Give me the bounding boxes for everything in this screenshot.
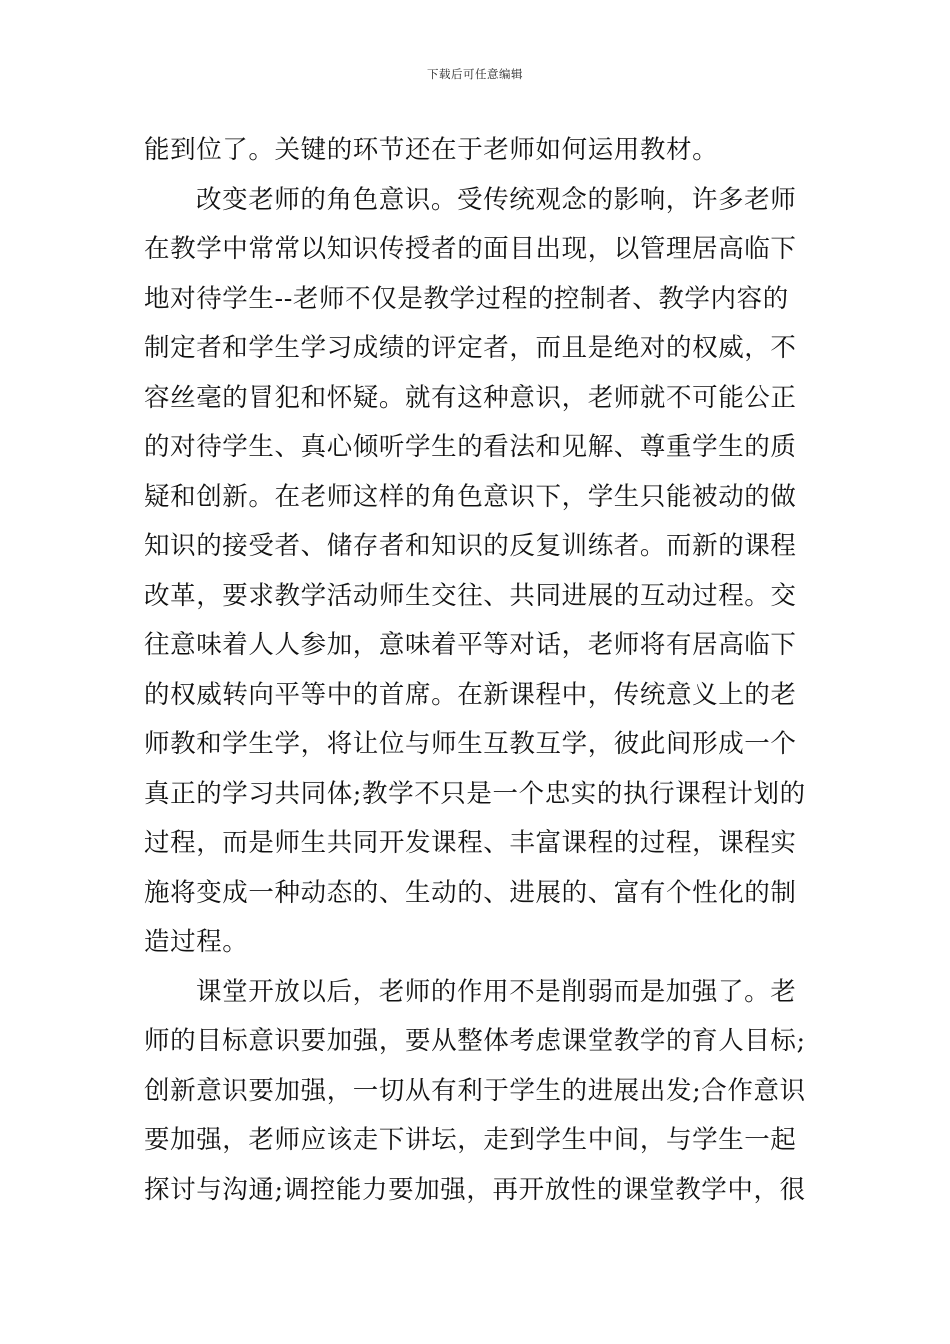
text-line: 改变老师的角色意识。受传统观念的影响，许多老师 [196,184,797,215]
document-body [144,126,810,1215]
text-line: 师教和学生学，将让位与师生互教互学，彼此间形成一个 [144,729,797,759]
text-line: 的权威转向平等中的首席。在新课程中，传统意义上的老 [144,679,797,710]
text-line: 过程，而是师生共同开发课程、丰富课程的过程，课程实 [144,828,797,858]
page-header: 下载后可任意编辑 [427,67,523,81]
text-line: 容丝毫的冒犯和怀疑。就有这种意识，老师就不可能公正 [144,382,797,413]
text-line: 探讨与沟通;调控能力要加强，再开放性的课堂教学中，很 [144,1174,806,1205]
text-line: 往意味着人人参加，意味着平等对话，老师将有居高临下 [144,630,797,660]
text-line: 创新意识要加强，一切从有利于学生的进展出发;合作意识 [144,1075,806,1106]
text-line: 在教学中常常以知识传授者的面目出现，以管理居高临下 [144,234,797,264]
text-line: 制定者和学生学习成绩的评定者，而且是绝对的权威，不 [144,333,797,363]
text-line: 师的目标意识要加强，要从整体考虑课堂教学的育人目标; [144,1026,806,1056]
text-line: 能到位了。关键的环节还在于老师如何运用教材。 [144,135,719,165]
text-line: 造过程。 [144,927,249,957]
text-line: 知识的接受者、储存者和知识的反复训练者。而新的课程 [144,531,797,561]
text-line: 改革，要求教学活动师生交往、共同进展的互动过程。交 [144,580,797,611]
text-line: 疑和创新。在老师这样的角色意识下，学生只能被动的做 [144,481,797,512]
text-line: 真正的学习共同体;教学不只是一个忠实的执行课程计划的 [144,778,806,809]
text-line: 课堂开放以后，老师的作用不是削弱而是加强了。老 [196,976,797,1007]
text-line: 地对待学生--老师不仅是教学过程的控制者、教学内容的 [144,283,789,314]
text-line: 要加强，老师应该走下讲坛，走到学生中间，与学生一起 [144,1125,797,1155]
text-line: 施将变成一种动态的、生动的、进展的、富有个性化的制 [144,877,797,908]
text-line: 的对待学生、真心倾听学生的看法和见解、尊重学生的质 [144,432,797,462]
